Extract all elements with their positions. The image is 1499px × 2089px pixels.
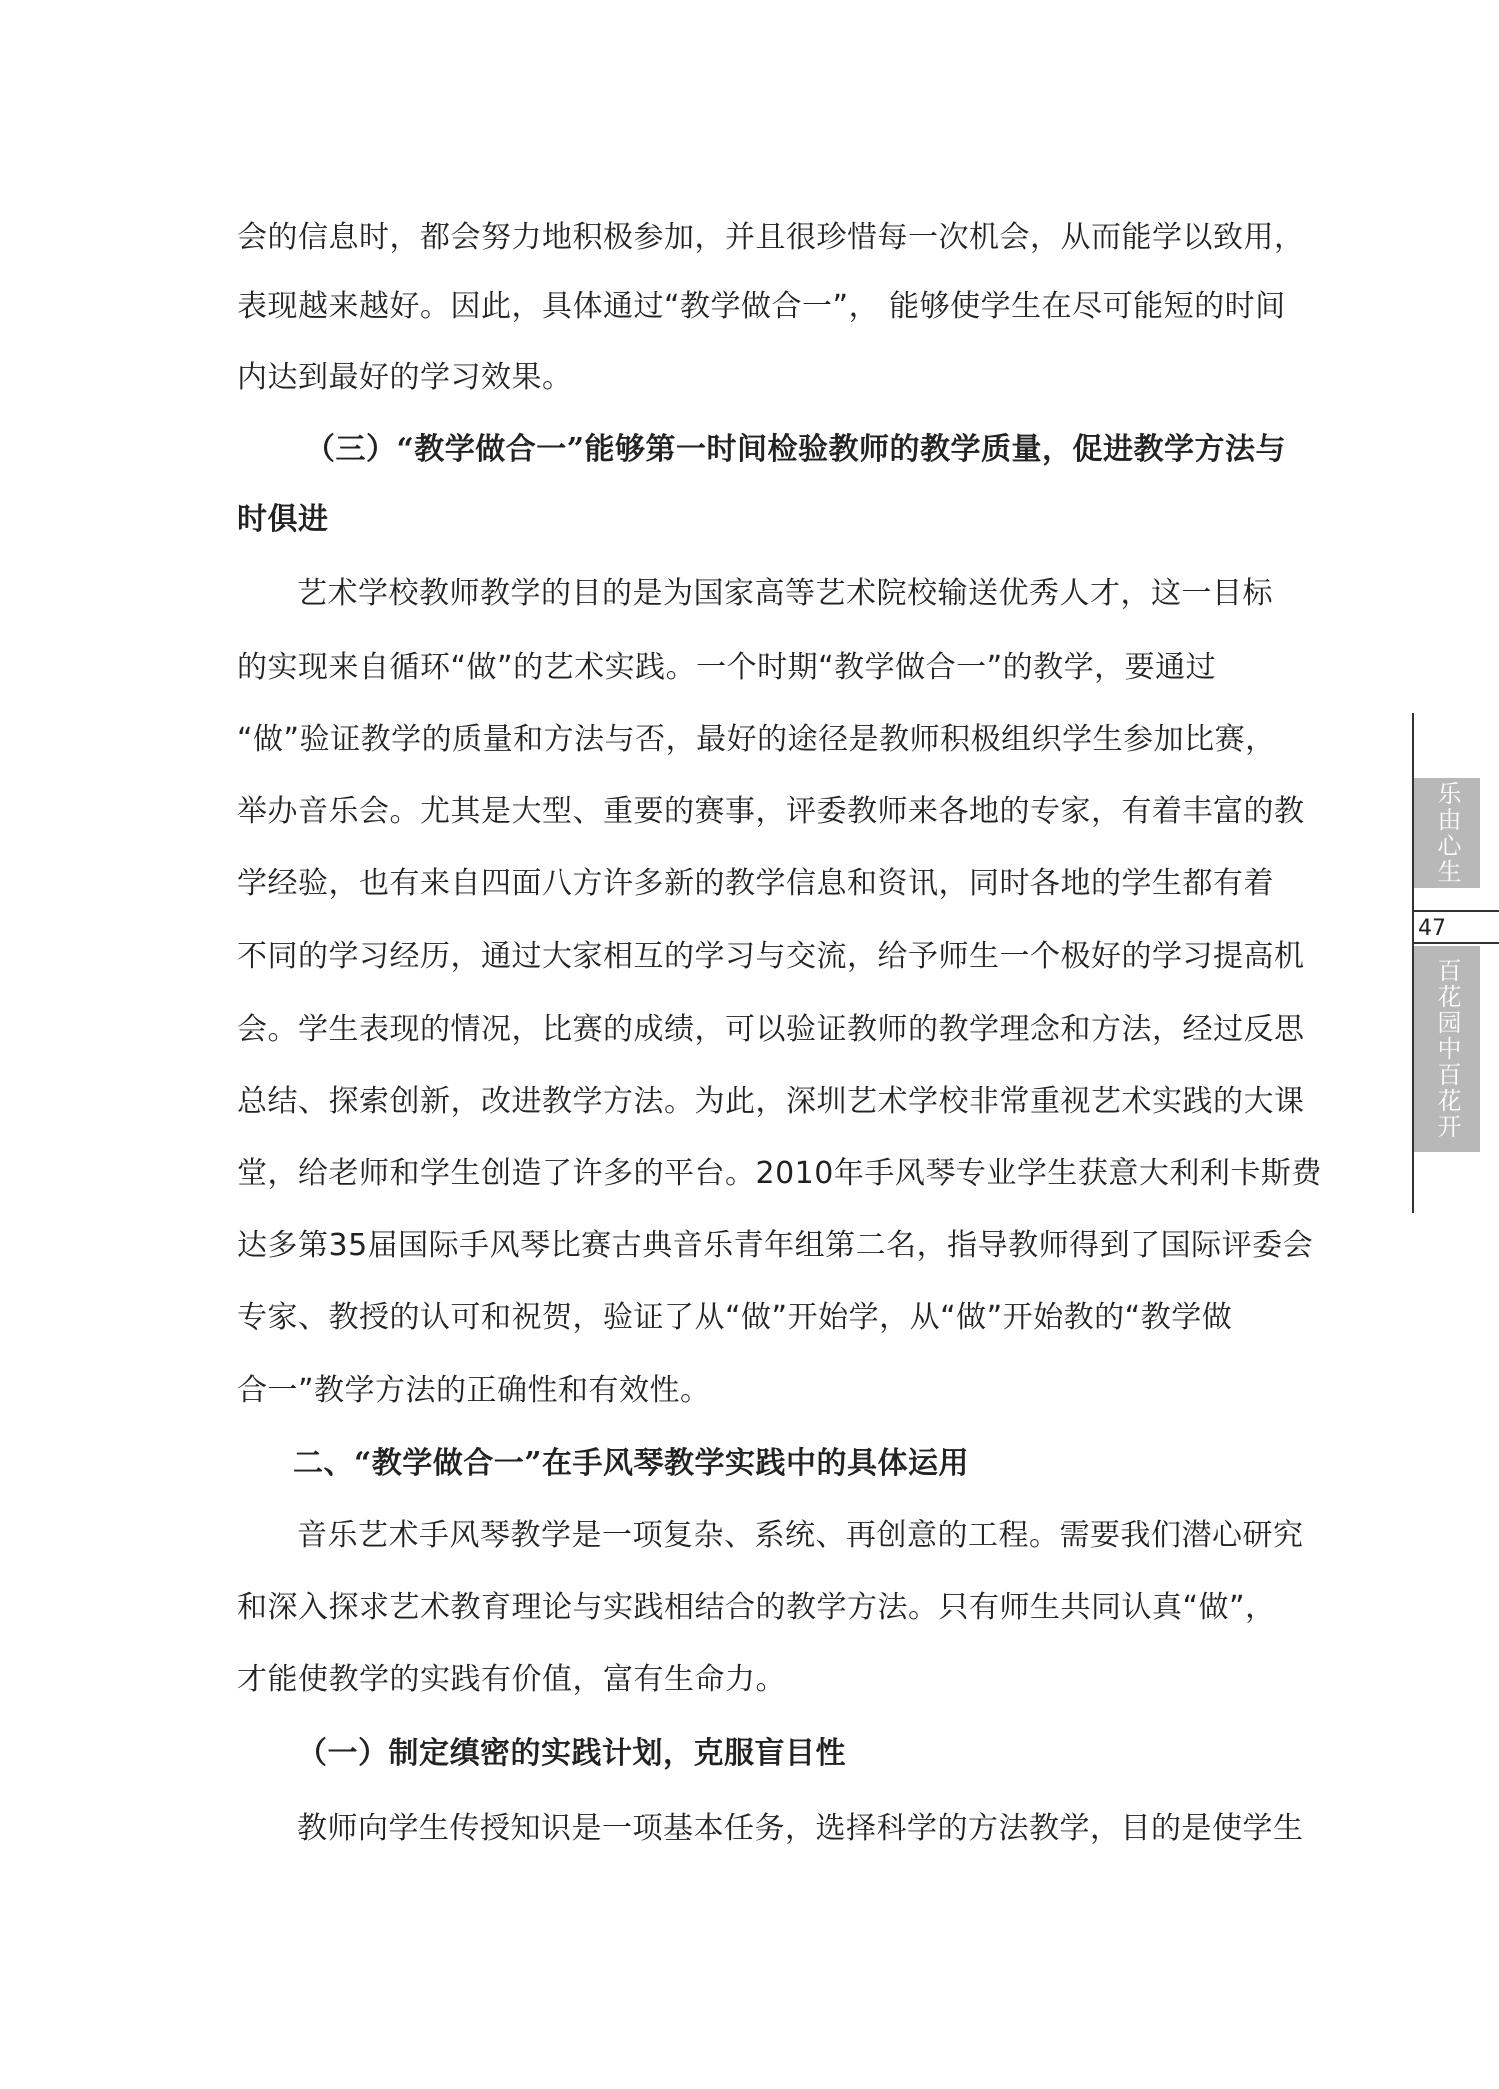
- side-section-title-bottom: 百花园中百花开: [1433, 958, 1461, 1140]
- body-line: 堂，给老师和学生创造了许多的平台。2010年手风琴专业学生获意大利利卡斯费: [237, 1156, 1322, 1191]
- body-line: 表现越来越好。因此，具体通过“教学做合一”， 能够使学生在尽可能短的时间: [237, 289, 1286, 324]
- body-line: 艺术学校教师教学的目的是为国家高等艺术院校输送优秀人才，这一目标: [297, 576, 1273, 611]
- section-heading-continued: 时俱进: [237, 502, 329, 537]
- body-line: 和深入探求艺术教育理论与实践相结合的教学方法。只有师生共同认真“做”，: [237, 1590, 1276, 1625]
- side-section-title-top: 乐由心生: [1433, 781, 1461, 885]
- body-line: 才能使教学的实践有价值，富有生命力。: [237, 1662, 786, 1697]
- subsection-heading: （一）制定缜密的实践计划，克服盲目性: [297, 1736, 846, 1771]
- body-line: 学经验，也有来自四面八方许多新的教学信息和资讯，同时各地的学生都有着: [237, 866, 1274, 901]
- body-line: 内达到最好的学习效果。: [237, 360, 573, 395]
- side-section-tab-bottom: [1414, 946, 1480, 1152]
- body-line: 音乐艺术手风琴教学是一项复杂、系统、再创意的工程。需要我们潜心研究: [297, 1518, 1304, 1553]
- body-line: 会的信息时，都会努力地积极参加，并且很珍惜每一次机会，从而能学以致用，: [237, 220, 1305, 255]
- page-number: 47: [1414, 910, 1499, 944]
- body-line: 专家、教授的认可和祝贺，验证了从“做”开始学，从“做”开始教的“教学做: [237, 1300, 1233, 1335]
- side-section-tab-top: [1414, 778, 1480, 888]
- body-line: 会。学生表现的情况，比赛的成绩，可以验证教师的教学理念和方法，经过反思: [237, 1012, 1305, 1047]
- body-line: 合一”教学方法的正确性和有效性。: [237, 1373, 711, 1408]
- body-line: “做”验证教学的质量和方法与否，最好的途径是教师积极组织学生参加比赛，: [237, 722, 1276, 757]
- body-line: 教师向学生传授知识是一项基本任务，选择科学的方法教学，目的是使学生: [297, 1811, 1304, 1846]
- section-heading: （三）“教学做合一”能够第一时间检验教师的教学质量，促进教学方法与: [305, 432, 1287, 467]
- body-line: 总结、探索创新，改进教学方法。为此，深圳艺术学校非常重视艺术实践的大课: [237, 1084, 1305, 1119]
- chapter-heading: 二、“教学做合一”在手风琴教学实践中的具体运用: [293, 1446, 970, 1481]
- body-line: 举办音乐会。尤其是大型、重要的赛事，评委教师来各地的专家，有着丰富的教: [237, 794, 1305, 829]
- body-line: 的实现来自循环“做”的艺术实践。一个时期“教学做合一”的教学，要通过: [237, 650, 1217, 685]
- body-line: 达多第35届国际手风琴比赛古典音乐青年组第二名，指导教师得到了国际评委会: [237, 1228, 1314, 1263]
- body-line: 不同的学习经历，通过大家相互的学习与交流，给予师生一个极好的学习提高机: [237, 939, 1305, 974]
